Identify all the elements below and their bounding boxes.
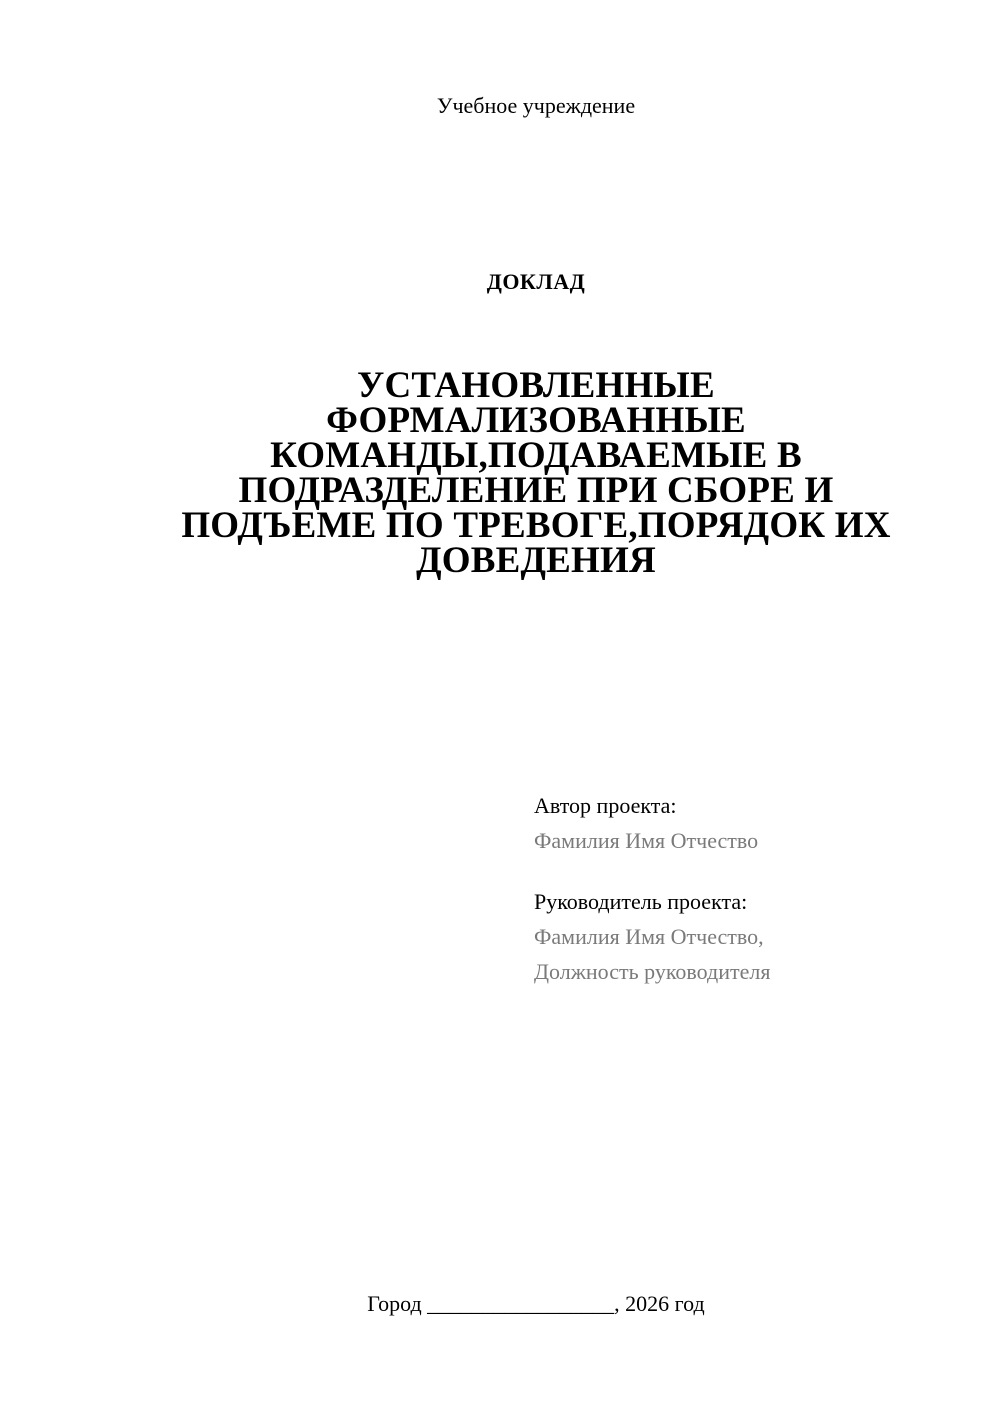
- supervisor-name: Фамилия Имя Отчество,: [534, 924, 764, 949]
- title-line: ПОДРАЗДЕЛЕНИЕ ПРИ СБОРЕ И: [238, 470, 834, 511]
- supervisor-position: Должность руководителя: [534, 959, 771, 984]
- author-name: Фамилия Имя Отчество: [534, 828, 759, 853]
- title-line: УСТАНОВЛЕННЫЕ: [357, 365, 715, 406]
- city-year-line: Город _________________, 2026 год: [367, 1291, 705, 1316]
- supervisor-label: Руководитель проекта:: [534, 889, 748, 914]
- title-line: ФОРМАЛИЗОВАННЫЕ: [326, 400, 746, 441]
- title-line: ДОВЕДЕНИЯ: [416, 540, 656, 581]
- title-line: ПОДЪЕМЕ ПО ТРЕВОГЕ,ПОРЯДОК ИХ: [181, 505, 891, 546]
- document-type: ДОКЛАД: [486, 269, 586, 294]
- authors-block: [534, 788, 954, 989]
- document-title: [150, 365, 922, 581]
- title-line: КОМАНДЫ,ПОДАВАЕМЫЕ В: [270, 435, 802, 476]
- institution-name: Учебное учреждение: [436, 93, 636, 118]
- author-label: Автор проекта:: [534, 793, 677, 818]
- spacer: [534, 858, 954, 884]
